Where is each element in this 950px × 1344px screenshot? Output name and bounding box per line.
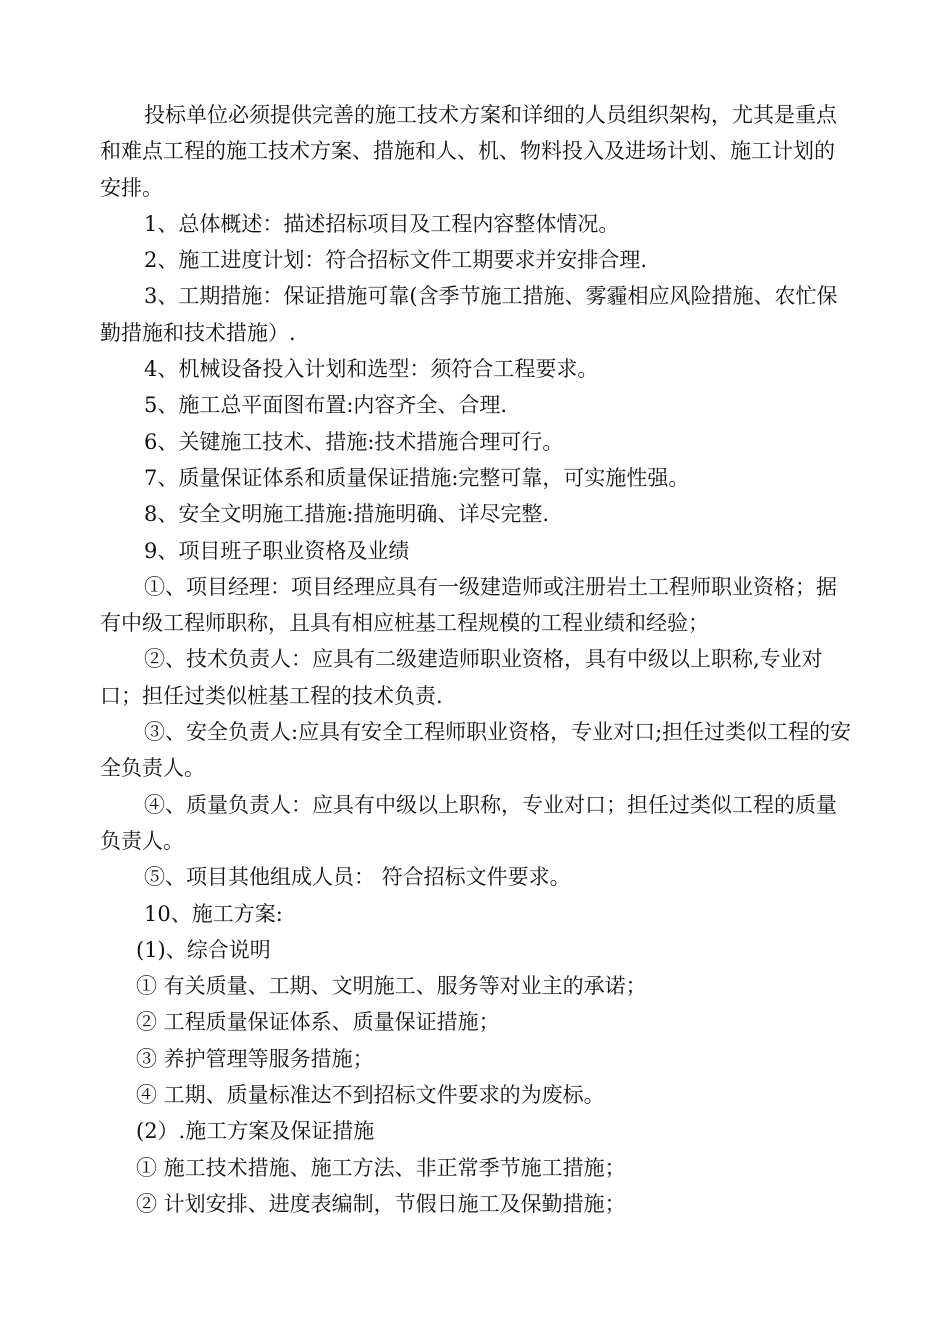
paragraph-4: 3、工期措施：保证措施可靠(含季节施工措施、雾霾相应风险措施、农忙保勤措施和技术措施）. (100, 284, 838, 345)
paragraph-6: 5、施工总平面图布置:内容齐全、合理. (144, 393, 508, 418)
paragraph-22: (2）.施工方案及保证措施 (136, 1119, 375, 1144)
paragraph-11: ①、项目经理：项目经理应具有一级建造师或注册岩土工程师职业资格；据有中级工程师职称，且具有相应桩基工程规模的工程业绩和经验； (100, 574, 837, 636)
paragraph-19: ② 工程质量保证体系、质量保证措施； (136, 1010, 500, 1035)
paragraph-21: ④ 工期、质量标准达不到招标文件要求的为废标。 (136, 1083, 605, 1108)
paragraph-2: 1、总体概述：描述招标项目及工程内容整体情况。 (144, 211, 620, 236)
paragraph-17: (1)、综合说明 (136, 937, 271, 962)
paragraph-10: 9、项目班子职业资格及业绩 (144, 538, 410, 563)
paragraph-1: 投标单位必须提供完善的施工技术方案和详细的人员组织架构，尤其是重点和难点工程的施工技术方案、措施和人、机、物料投入及进场计划、施工计划的安排。 (100, 103, 837, 200)
paragraph-15: ⑤、项目其他组成人员： 符合招标文件要求。 (144, 865, 571, 890)
paragraph-24: ② 计划安排、进度表编制，节假日施工及保勤措施； (136, 1191, 626, 1216)
paragraph-23: ① 施工技术措施、施工方法、非正常季节施工措施； (136, 1155, 626, 1180)
paragraph-5: 4、机械设备投入计划和选型：须符合工程要求。 (144, 357, 599, 382)
paragraph-9: 8、安全文明施工措施:措施明确、详尽完整. (144, 502, 550, 527)
document-page (100, 97, 852, 1222)
paragraph-7: 6、关键施工技术、措施:技术措施合理可行。 (144, 429, 564, 454)
paragraph-14: ④、质量负责人：应具有中级以上职称，专业对口；担任过类似工程的质量负责人。 (100, 792, 837, 853)
paragraph-20: ③ 养护管理等服务措施； (136, 1046, 374, 1071)
paragraph-13: ③、安全负责人:应具有安全工程师职业资格，专业对口;担任过类似工程的安全负责人。 (100, 720, 852, 781)
paragraph-8: 7、质量保证体系和质量保证措施:完整可靠，可实施性强。 (144, 465, 690, 490)
paragraph-16: 10、施工方案: (144, 901, 283, 926)
paragraph-3: 2、施工进度计划：符合招标文件工期要求并安排合理. (144, 248, 648, 273)
paragraph-18: ① 有关质量、工期、文明施工、服务等对业主的承诺； (136, 974, 647, 999)
paragraph-12: ②、技术负责人：应具有二级建造师职业资格，具有中级以上职称,专业对口；担任过类似桩基工程的技术负责. (100, 647, 823, 708)
